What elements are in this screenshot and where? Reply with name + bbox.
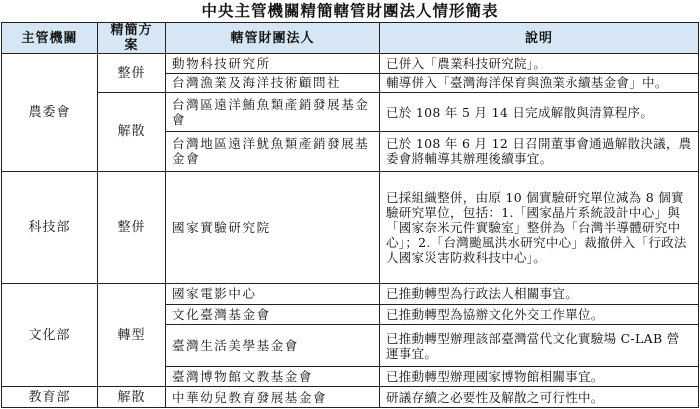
foundation-name: 臺灣生活美學基金會 [166,325,380,366]
agency-cell: 教育部 [2,387,98,408]
plan-cell: 整併 [98,171,166,283]
agency-cell: 農委會 [2,54,98,172]
description-cell: 已於 108 年 5 月 14 日完成解散與清算程序。 [380,93,699,132]
header-foundation: 轄管財團法人 [166,23,380,54]
plan-cell: 轉型 [98,284,166,387]
header-plan: 精簡方案 [98,23,166,54]
page-title: 中央主管機關精簡轄管財團法人情形簡表 [201,1,499,20]
foundation-name: 文化臺灣基金會 [166,304,380,325]
header-description: 說明 [380,23,699,54]
foundation-name: 國家實驗研究院 [166,171,380,283]
table-row [2,54,699,74]
foundation-name: 中華幼兒教育發展基金會 [166,387,380,408]
plan-cell: 解散 [98,93,166,171]
plan-cell: 整併 [98,54,166,93]
header-agency: 主管機關 [2,23,98,54]
table-row [2,284,699,305]
description-cell: 已採組織整併，由原 10 個實驗研究單位減為 8 個實驗研究單位，包括：1.「國家晶片系統設計中心」與「國家奈米元件實驗室」整併為「台灣半導體研究中心」；2.「台灣颱風洪水研究中心」裁撤併入「行政法人國家災害防救科技中心」。 [380,171,699,283]
foundation-name: 臺灣博物館文教基金會 [166,366,380,387]
table-row [2,93,699,132]
description-cell: 已併入「農業科技研究院」。 [380,54,699,74]
description-cell: 已於 108 年 6 月 12 日召開董事會通過解散決議，農委會將輔導其辦理後續事宜。 [380,132,699,171]
description-cell: 已推動轉型為行政法人相關事宜。 [380,284,699,305]
description-cell: 研議存續之必要性及解散之可行性中。 [380,387,699,408]
description-cell: 已推動轉型辦理該部臺灣當代文化實驗場 C-LAB 營運事宜。 [380,325,699,366]
agency-cell: 科技部 [2,171,98,283]
agency-cell: 文化部 [2,284,98,387]
description-cell: 已推動轉型為協辦文化外交工作單位。 [380,304,699,325]
foundation-name: 國家電影中心 [166,284,380,305]
foundations-table [1,22,699,408]
table-row [2,387,699,408]
description-cell: 已推動轉型辦理國家博物館相關事宜。 [380,366,699,387]
table-row [2,171,699,283]
header-row [2,23,699,54]
foundation-name: 台灣區遠洋鮪魚類產銷發展基金會 [166,93,380,132]
foundation-name: 動物科技研究所 [166,54,380,74]
foundation-name: 台灣地區遠洋魷魚類產銷發展基金會 [166,132,380,171]
plan-cell: 解散 [98,387,166,408]
description-cell: 輔導併入「臺灣海洋保育與漁業永續基金會」中。 [380,73,699,93]
foundation-name: 台灣漁業及海洋技術顧問社 [166,73,380,93]
